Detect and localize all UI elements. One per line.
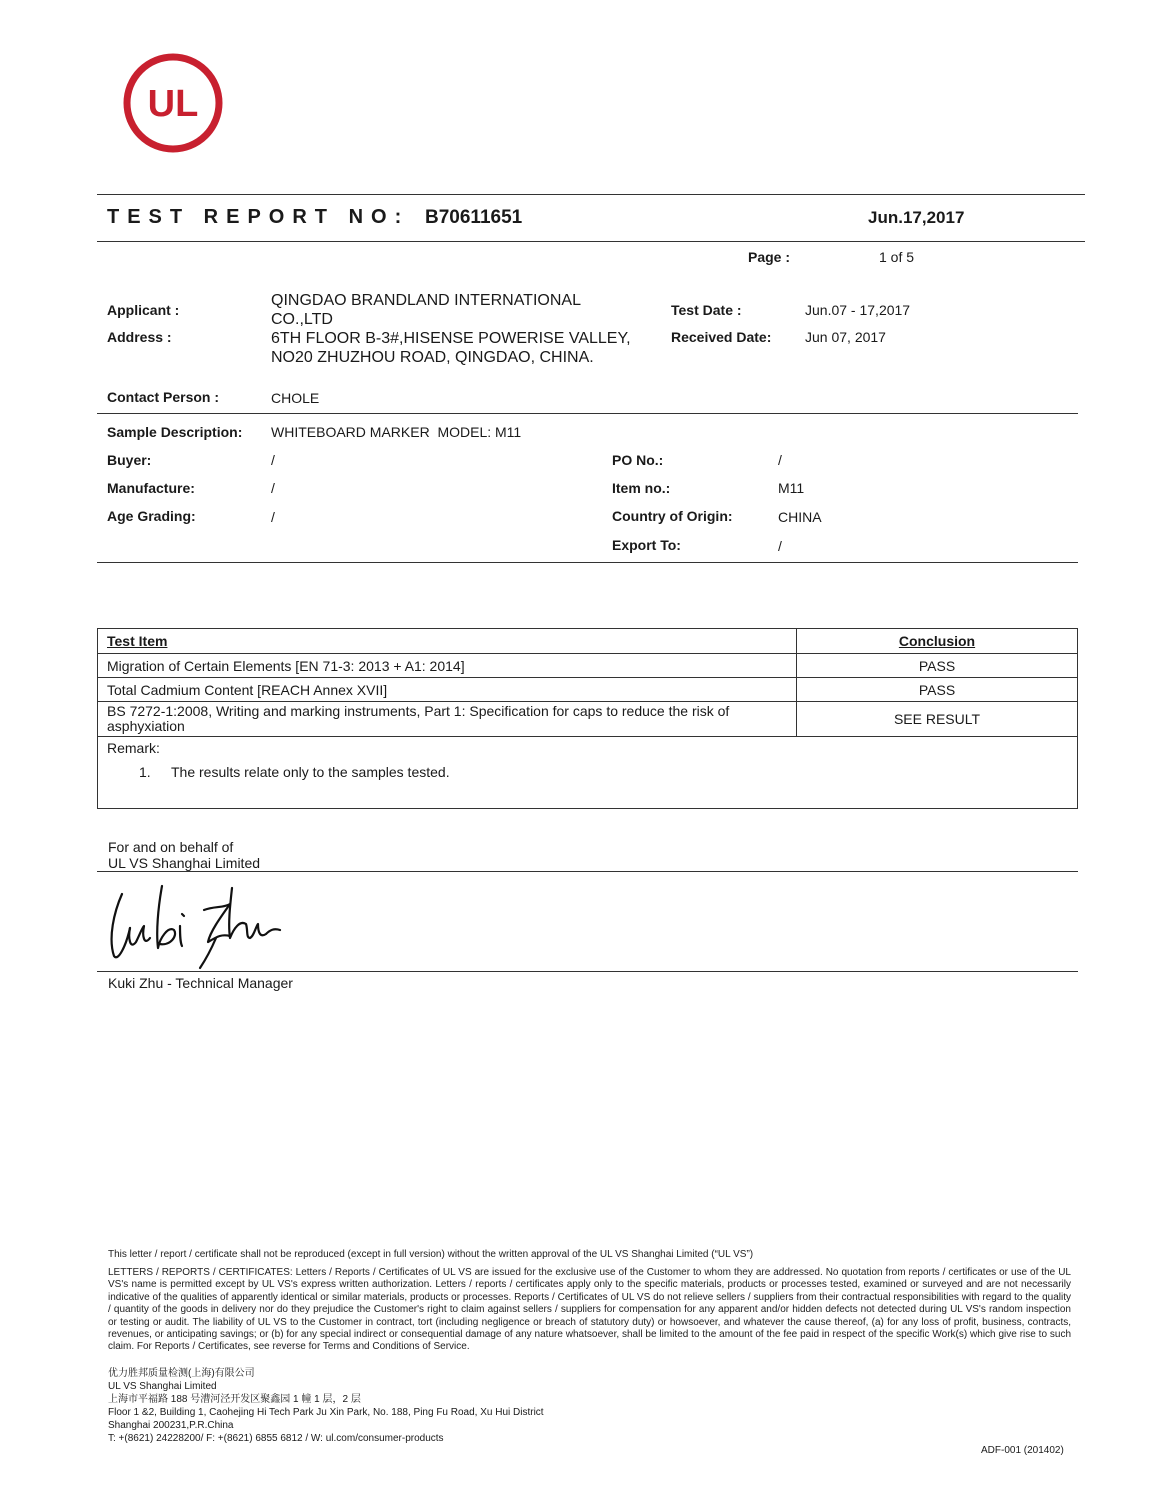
age-grading-label: Age Grading: — [107, 508, 196, 524]
city-line: Shanghai 200231,P.R.China — [108, 1420, 234, 1431]
company-name-en: UL VS Shanghai Limited — [108, 1381, 217, 1392]
address-en: Floor 1 &2, Building 1, Caohejing Hi Tech Park Ju Xin Park, No. 188, Ping Fu Road, Xu Hui District — [108, 1407, 544, 1418]
signature-image — [100, 876, 285, 970]
signer-name: Kuki Zhu - Technical Manager — [108, 975, 293, 991]
contact-value: CHOLE — [271, 390, 320, 406]
conclusion-cell: SEE RESULT — [797, 702, 1078, 737]
received-date-value: Jun 07, 2017 — [805, 329, 886, 345]
report-number: B70611651 — [425, 207, 523, 228]
table-row — [98, 654, 1078, 678]
header-bottom-rule — [97, 241, 1085, 242]
remark-label: Remark: — [107, 740, 160, 756]
applicant-line-1: QINGDAO BRANDLAND INTERNATIONAL — [271, 292, 581, 309]
test-date-value: Jun.07 - 17,2017 — [805, 302, 911, 318]
behalf-line-1: For and on behalf of — [108, 839, 234, 855]
signature-top-rule — [97, 871, 1078, 872]
item-no-value: M11 — [778, 480, 805, 496]
origin-label: Country of Origin: — [612, 508, 733, 524]
remark-text: The results relate only to the samples tested. — [171, 764, 450, 780]
manufacture-value: / — [271, 480, 275, 496]
header-top-rule — [97, 194, 1085, 195]
export-label: Export To: — [612, 537, 681, 553]
test-date-label: Test Date : — [671, 302, 742, 318]
buyer-label: Buyer: — [107, 452, 152, 468]
behalf-line-2: UL VS Shanghai Limited — [108, 855, 261, 871]
address-line-1: 6TH FLOOR B-3#,HISENSE POWERISE VALLEY, — [271, 330, 631, 347]
report-title: TEST REPORT NO: — [107, 206, 410, 228]
test-item-cell: Migration of Certain Elements [EN 71-3: 2013 + A1: 2014] — [98, 654, 797, 678]
manufacture-label: Manufacture: — [107, 480, 195, 496]
col-conclusion: Conclusion — [797, 629, 1078, 654]
test-item-cell: BS 7272-1:2008, Writing and marking instruments, Part 1: Specification for caps to reduce the risk of asphyxiation — [98, 702, 797, 737]
company-name-cn: 优力胜邦质量检测(上海)有限公司 — [108, 1368, 255, 1379]
test-item-cell: Total Cadmium Content [REACH Annex XVII] — [98, 678, 797, 702]
col-test-item: Test Item — [98, 629, 797, 654]
received-date-label: Received Date: — [671, 329, 772, 345]
applicant-rule — [97, 413, 1078, 414]
remark-item — [107, 764, 1068, 780]
reproduction-notice: This letter / report / certificate shall not be reproduced (except in full version) without the written approval of the UL VS Shanghai Limited (“UL VS”) — [108, 1249, 754, 1260]
form-code: ADF-001 (201402) — [981, 1445, 1064, 1456]
origin-value: CHINA — [778, 509, 822, 525]
sample-desc-label: Sample Description: — [107, 424, 243, 440]
po-value: / — [778, 452, 782, 468]
page-value: 1 of 5 — [879, 249, 915, 265]
behalf-block — [108, 839, 260, 871]
signature-bottom-rule — [97, 971, 1078, 972]
footer-address-block — [108, 1367, 544, 1445]
remark-row — [98, 737, 1078, 809]
applicant-value — [271, 291, 631, 367]
ul-logo — [122, 52, 224, 154]
sample-desc-value: WHITEBOARD MARKER MODEL: M11 — [271, 424, 522, 440]
conclusion-cell: PASS — [797, 654, 1078, 678]
results-table — [97, 628, 1078, 809]
remark-cell — [98, 737, 1078, 809]
svg-text:UL: UL — [147, 83, 199, 125]
table-row — [98, 702, 1078, 737]
remark-number: 1. — [139, 764, 151, 780]
table-header-row — [98, 629, 1078, 654]
report-date: Jun.17,2017 — [868, 208, 965, 227]
conclusion-cell: PASS — [797, 678, 1078, 702]
page-label: Page : — [748, 249, 791, 265]
address-label: Address : — [107, 329, 172, 345]
table-row — [98, 678, 1078, 702]
age-grading-value: / — [271, 509, 275, 525]
contact-line: T: +(8621) 24228200/ F: +(8621) 6855 6812 / W: ul.com/consumer-products — [108, 1433, 444, 1444]
po-label: PO No.: — [612, 452, 664, 468]
address-line-2: NO20 ZHUZHOU ROAD, QINGDAO, CHINA. — [271, 349, 594, 366]
applicant-line-2: CO.,LTD — [271, 311, 333, 328]
item-no-label: Item no.: — [612, 480, 671, 496]
buyer-value: / — [271, 452, 275, 468]
sample-rule — [97, 562, 1078, 563]
contact-label: Contact Person : — [107, 389, 220, 405]
applicant-label: Applicant : — [107, 302, 180, 318]
address-cn: 上海市平福路 188 号漕河泾开发区聚鑫园 1 幢 1 层，2 层 — [108, 1394, 361, 1405]
terms-paragraph: LETTERS / REPORTS / CERTIFICATES: Letters / Reports / Certificates of UL VS are issued for the exclusive use of the Customer to whom they are addressed. No quotation from reports / certificates or use of the UL VS's name is permitted except by UL VS's express written authorization. Letters / reports / certificates apply only to the specific materials, products or processes tested, examined or surveyed and are not necessarily indicative of the qualities of apparently identical or similar materials, products or processes. Reports / Certificates of UL VS do not relieve sellers / suppliers from their contractual responsibilities with regard to the quality / quantity of the goods in delivery nor do they prejudice the Customer's right to claim against sellers / suppliers for compensation for any apparent and/or hidden defects not detected during UL VS's random inspection or testing or audit. The liability of UL VS to the Customer in contract, tort (including negligence or breach of statutory duty) or howsoever, and whatever the cause thereof, (a) for any loss of profit, business, contracts, revenues, or anticipating savings; or (b) for any special indirect or consequential damage of any nature whatsoever, shall be limited to the amount of the fee paid in respect of the specific Work(s) which give rise to such claim. For Reports / Certificates, see reverse for Terms and Conditions of Service. — [108, 1267, 1071, 1353]
export-value: / — [778, 538, 782, 554]
